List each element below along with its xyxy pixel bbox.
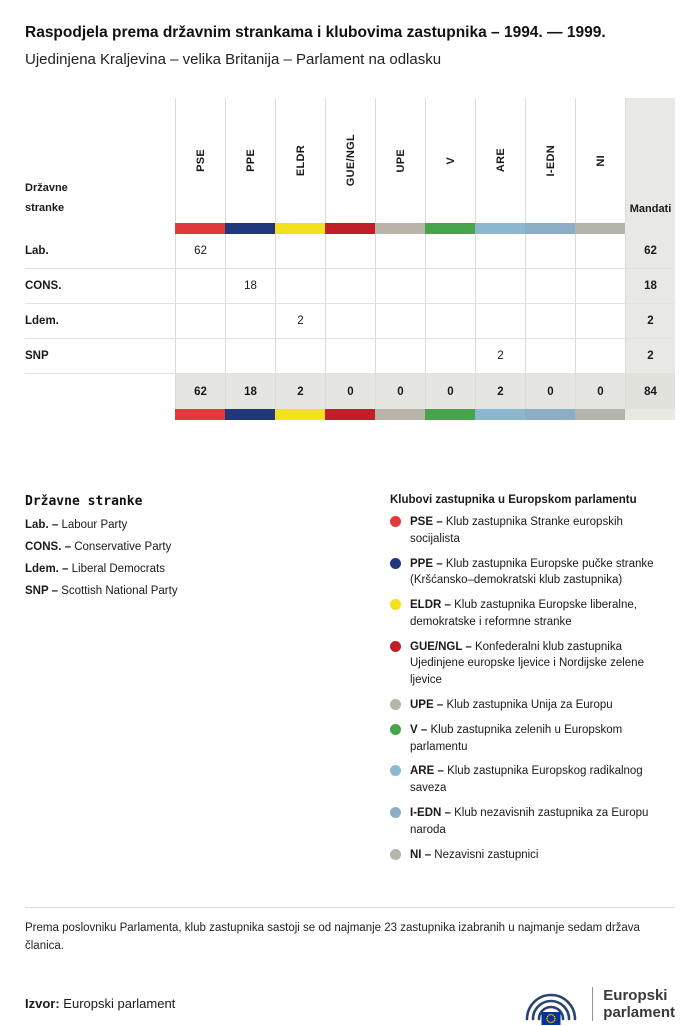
- value-cell: [425, 234, 475, 269]
- group-legend-item: [390, 697, 675, 714]
- group-legend-item: [390, 556, 675, 590]
- group-header: ELDR: [275, 98, 325, 223]
- group-color-dot: [390, 516, 401, 527]
- group-header: UPE: [375, 98, 425, 223]
- group-header: PSE: [175, 98, 225, 223]
- legend-parties-list: [25, 519, 390, 597]
- group-legend-item: [390, 763, 675, 797]
- value-cell: [475, 304, 525, 339]
- seats-table: [25, 98, 675, 420]
- group-header: PPE: [225, 98, 275, 223]
- party-label: Ldem.: [25, 304, 175, 339]
- party-legend-item: Lab. – Labour Party: [25, 519, 128, 531]
- total-cell: 18: [225, 374, 275, 409]
- colorbar-swatch: [225, 409, 275, 420]
- party-legend-item: CONS. – Conservative Party: [25, 541, 172, 553]
- value-cell: [325, 234, 375, 269]
- group-legend-item: [390, 514, 675, 548]
- value-cell: [225, 304, 275, 339]
- source-label: Izvor:: [25, 996, 60, 1012]
- party-label: Lab.: [25, 234, 175, 269]
- group-legend-text: UPE – Klub zastupnika Unija za Europu: [410, 699, 613, 712]
- party-label: CONS.: [25, 269, 175, 304]
- colorbar-swatch: [275, 223, 325, 234]
- colorbar-swatch: [425, 409, 475, 420]
- value-cell: [575, 304, 625, 339]
- source-line: [25, 996, 175, 1011]
- colorbar-swatch: [275, 409, 325, 420]
- value-cell: 2: [475, 339, 525, 374]
- colorbar-swatch: [325, 223, 375, 234]
- group-color-dot: [390, 849, 401, 860]
- group-header: GUE/NGL: [325, 98, 375, 223]
- value-cell: [375, 304, 425, 339]
- legend-parties-title: Državne stranke: [25, 494, 143, 509]
- mandates-cell: 18: [625, 269, 675, 304]
- colorbar-swatch: [375, 409, 425, 420]
- source-value: Europski parlament: [63, 996, 176, 1012]
- colorbar-mandates-top: [625, 223, 675, 234]
- group-legend-text: PSE – Klub zastupnika Stranke europskih socijalista: [410, 516, 623, 545]
- legend-groups-title: Klubovi zastupnika u Europskom parlamentu: [390, 494, 637, 506]
- footnote: Prema poslovniku Parlamenta, klub zastupnika sastoji se od najmanje 23 zastupnika izabranih u najmanje sedam država članica.: [25, 922, 640, 952]
- value-cell: [275, 269, 325, 304]
- mandates-cell: 2: [625, 304, 675, 339]
- group-header: NI: [575, 98, 625, 223]
- value-cell: [325, 269, 375, 304]
- totals-spacer: [25, 374, 175, 409]
- value-cell: [425, 304, 475, 339]
- group-color-dot: [390, 807, 401, 818]
- legend-political-groups: [390, 494, 675, 863]
- group-legend-text: NI – Nezavisni zastupnici: [410, 848, 539, 861]
- colorbar-swatch: [475, 223, 525, 234]
- value-cell: [575, 269, 625, 304]
- value-cell: 2: [275, 304, 325, 339]
- colorbar-swatch: [225, 223, 275, 234]
- colorbar-swatch: [525, 409, 575, 420]
- group-legend-text: PPE – Klub zastupnika Europske pučke stranke (Kršćansko–demokratski klub zastupnika): [410, 557, 654, 587]
- group-header: I-EDN: [525, 98, 575, 223]
- ep-logo-line1: Europski: [603, 986, 668, 1004]
- ep-logo-line2: parlament: [603, 1003, 675, 1021]
- mandates-cell: 2: [625, 339, 675, 374]
- colorbar-swatch: [425, 223, 475, 234]
- value-cell: [525, 304, 575, 339]
- value-cell: [175, 269, 225, 304]
- group-legend-text: ARE – Klub zastupnika Europskog radikalnog saveza: [410, 765, 643, 795]
- value-cell: [525, 234, 575, 269]
- legends: [25, 494, 675, 863]
- total-cell: 0: [425, 374, 475, 409]
- colorbar-spacer-bottom: [25, 409, 175, 420]
- value-cell: [425, 269, 475, 304]
- group-legend-item: [390, 847, 675, 864]
- group-color-dot: [390, 599, 401, 610]
- party-legend-item: SNP – Scottish National Party: [25, 585, 178, 597]
- legend-national-parties: [25, 494, 390, 863]
- group-color-dot: [390, 641, 401, 652]
- ep-logo: [520, 981, 675, 1026]
- group-color-dot: [390, 699, 401, 710]
- value-cell: [175, 339, 225, 374]
- colorbar-swatch: [525, 223, 575, 234]
- value-cell: [325, 304, 375, 339]
- total-cell: 62: [175, 374, 225, 409]
- group-header: V: [425, 98, 475, 223]
- source-row: [25, 981, 675, 1026]
- value-cell: 18: [225, 269, 275, 304]
- colorbar-spacer-top: [25, 223, 175, 234]
- value-cell: 62: [175, 234, 225, 269]
- colorbar-swatch: [175, 409, 225, 420]
- group-legend-item: [390, 805, 675, 839]
- value-cell: [425, 339, 475, 374]
- ep-logo-wordmark: [592, 987, 675, 1022]
- legend-groups-list: [390, 514, 675, 863]
- page-title: Raspodjela prema državnim strankama i klubovima zastupnika – 1994. — 1999.: [25, 24, 606, 41]
- value-cell: [575, 234, 625, 269]
- party-label: SNP: [25, 339, 175, 374]
- total-cell: 0: [575, 374, 625, 409]
- value-cell: [375, 269, 425, 304]
- colorbar-swatch: [375, 223, 425, 234]
- value-cell: [575, 339, 625, 374]
- colorbar-swatch: [575, 223, 625, 234]
- value-cell: [275, 234, 325, 269]
- value-cell: [475, 234, 525, 269]
- value-cell: [325, 339, 375, 374]
- total-cell: 0: [525, 374, 575, 409]
- group-legend-text: GUE/NGL – Konfederalni klub zastupnika Ujedinjene europske ljevice i Nordijske zelene ljevice: [410, 640, 644, 687]
- group-color-dot: [390, 765, 401, 776]
- mandates-cell: 62: [625, 234, 675, 269]
- group-legend-item: [390, 639, 675, 689]
- value-cell: [375, 339, 425, 374]
- group-legend-item: [390, 597, 675, 631]
- group-legend-text: ELDR – Klub zastupnika Europske liberalne, demokratske i reformne stranke: [410, 599, 637, 628]
- divider: [25, 907, 675, 908]
- total-mandates-cell: 84: [625, 374, 675, 409]
- colorbar-swatch: [475, 409, 525, 420]
- group-legend-text: V – Klub zastupnika zelenih u Europskom parlamentu: [410, 723, 623, 753]
- colorbar-mandates-bottom: [625, 409, 675, 420]
- page-subtitle: Ujedinjena Kraljevina – velika Britanija – Parlament na odlasku: [25, 51, 442, 68]
- value-cell: [475, 269, 525, 304]
- group-legend-item: [390, 722, 675, 756]
- colorbar-swatch: [175, 223, 225, 234]
- total-cell: 0: [375, 374, 425, 409]
- value-cell: [375, 234, 425, 269]
- total-cell: 2: [475, 374, 525, 409]
- value-cell: [275, 339, 325, 374]
- value-cell: [525, 269, 575, 304]
- total-cell: 2: [275, 374, 325, 409]
- value-cell: [225, 234, 275, 269]
- group-color-dot: [390, 558, 401, 569]
- total-cell: 0: [325, 374, 375, 409]
- colorbar-swatch: [325, 409, 375, 420]
- value-cell: [175, 304, 225, 339]
- colorbar-swatch: [575, 409, 625, 420]
- value-cell: [525, 339, 575, 374]
- group-header: ARE: [475, 98, 525, 223]
- party-legend-item: Ldem. – Liberal Democrats: [25, 563, 165, 575]
- value-cell: [225, 339, 275, 374]
- group-legend-text: I-EDN – Klub nezavisnih zastupnika za Europu naroda: [410, 806, 649, 836]
- ep-hemicycle-icon: [520, 981, 582, 1026]
- mandates-header: Mandati: [625, 98, 675, 223]
- row-header-label: Državne stranke: [25, 182, 68, 215]
- group-color-dot: [390, 724, 401, 735]
